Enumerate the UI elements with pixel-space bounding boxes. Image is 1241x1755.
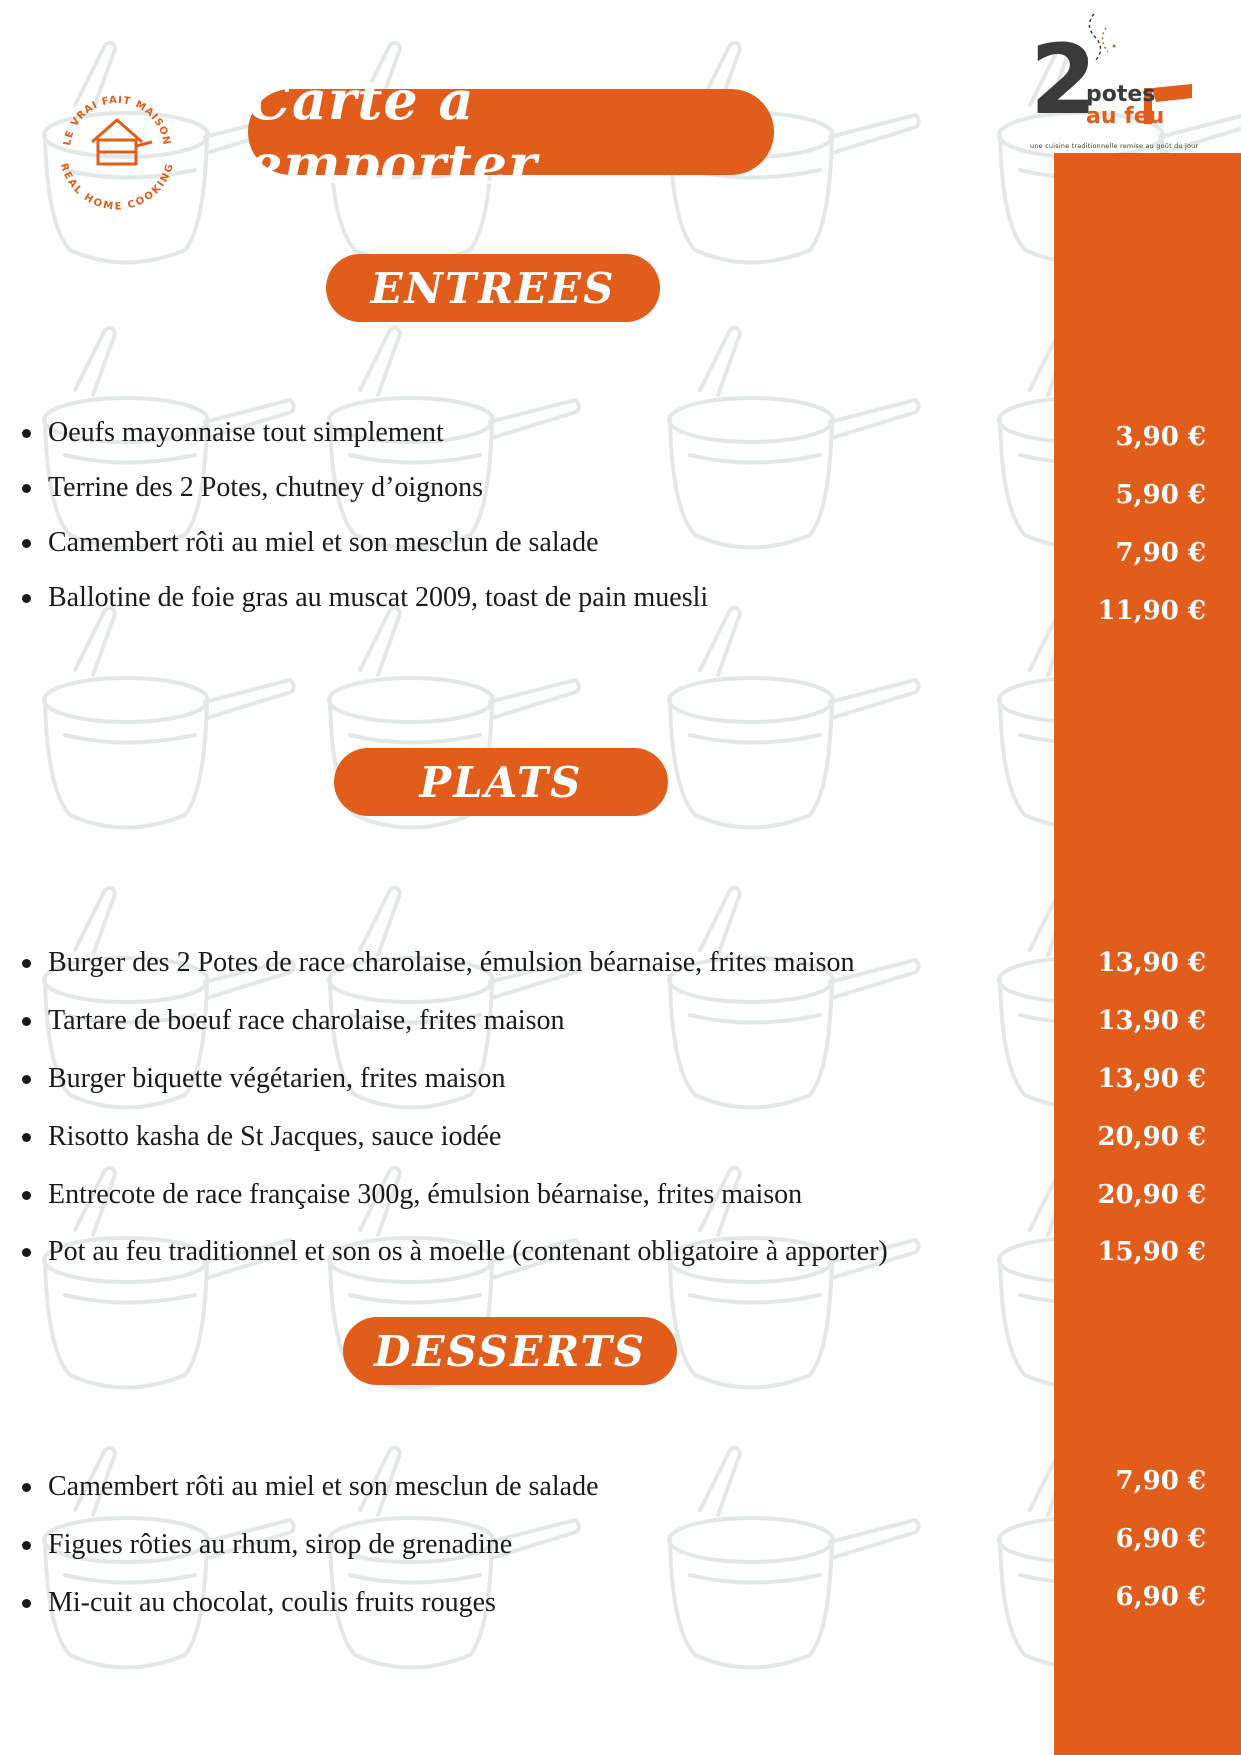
svg-text:REAL HOME COOKING <box>58 162 176 210</box>
badge-top-text: LE VRAI FAIT MAISON <box>62 94 172 147</box>
menu-item-name: Ballotine de foie gras au muscat 2009, toast de pain muesli <box>48 582 709 613</box>
menu-item-name: Camembert rôti au miel et son mesclun de salade <box>48 527 599 558</box>
bullet <box>22 1541 31 1550</box>
menu-item-price: 15,90 € <box>1097 1237 1206 1267</box>
logo-tagline: une cuisine traditionnelle remise au goût du jour <box>1030 142 1199 150</box>
menu-item-price: 7,90 € <box>1115 538 1206 568</box>
section-title-desserts: DESSERTS <box>343 1317 677 1385</box>
bullet <box>22 429 31 438</box>
menu-item-price: 20,90 € <box>1097 1122 1206 1152</box>
menu-item-name: Risotto kasha de St Jacques, sauce iodée <box>48 1121 502 1152</box>
bullet <box>22 1191 31 1200</box>
section-title-plats: PLATS <box>334 748 668 816</box>
bullet <box>22 1599 31 1608</box>
section-title-entrees: ENTREES <box>326 254 660 322</box>
restaurant-logo <box>1024 6 1241 156</box>
menu-item-name: Burger des 2 Potes de race charolaise, émulsion béarnaise, frites maison <box>48 947 855 978</box>
fait-maison-badge <box>52 80 182 210</box>
menu-item-price: 7,90 € <box>1115 1466 1206 1496</box>
bullet <box>22 1248 31 1257</box>
menu-item-name: Tartare de boeuf race charolaise, frites maison <box>48 1005 565 1036</box>
house-pan-icon <box>92 120 152 164</box>
page-title: Carte a emporter <box>248 89 774 175</box>
bullet <box>22 539 31 548</box>
menu-item <box>18 1178 802 1212</box>
menu-item-price: 6,90 € <box>1115 1582 1206 1612</box>
menu-item <box>18 581 708 615</box>
bullet <box>22 959 31 968</box>
logo-word-feu: au feu <box>1086 104 1165 129</box>
menu-item <box>18 471 483 505</box>
menu-item <box>18 1062 505 1096</box>
logo-number: 2 <box>1030 24 1097 136</box>
menu-item <box>18 1120 501 1154</box>
bullet <box>22 1075 31 1084</box>
menu-item-price: 6,90 € <box>1115 1524 1206 1554</box>
menu-item-name: Pot au feu traditionnel et son os à moelle (contenant obligatoire à apporter) <box>48 1236 888 1267</box>
menu-item <box>18 416 444 450</box>
badge-bottom-text: REAL HOME COOKING <box>57 162 177 210</box>
menu-item <box>18 1470 599 1504</box>
menu-item-name: Oeufs mayonnaise tout simplement <box>48 417 444 448</box>
bullet <box>22 1483 31 1492</box>
menu-item-price: 20,90 € <box>1097 1180 1206 1210</box>
menu-item <box>18 946 855 980</box>
menu-item-name: Mi-cuit au chocolat, coulis fruits rouges <box>48 1587 496 1618</box>
menu-item-price: 13,90 € <box>1097 1006 1206 1036</box>
menu-item <box>18 526 599 560</box>
menu-item-name: Terrine des 2 Potes, chutney d’oignons <box>48 472 484 503</box>
menu-item <box>18 1528 512 1562</box>
menu-item <box>18 1235 888 1269</box>
bullet <box>22 1017 31 1026</box>
bullet <box>22 1133 31 1142</box>
menu-item <box>18 1004 565 1038</box>
menu-item-price: 5,90 € <box>1115 480 1206 510</box>
menu-item-price: 3,90 € <box>1115 422 1206 452</box>
bullet <box>22 484 31 493</box>
menu-item <box>18 1586 496 1620</box>
menu-item-name: Camembert rôti au miel et son mesclun de salade <box>48 1471 599 1502</box>
menu-item-name: Burger biquette végétarien, frites maison <box>48 1063 506 1094</box>
menu-item-price: 13,90 € <box>1097 948 1206 978</box>
logo-word-potes: potes <box>1086 82 1156 107</box>
menu-item-price: 11,90 € <box>1097 596 1206 626</box>
menu-item-price: 13,90 € <box>1097 1064 1206 1094</box>
menu-item-name: Figues rôties au rhum, sirop de grenadine <box>48 1529 513 1560</box>
bullet <box>22 594 31 603</box>
menu-item-name: Entrecote de race française 300g, émulsion béarnaise, frites maison <box>48 1179 803 1210</box>
